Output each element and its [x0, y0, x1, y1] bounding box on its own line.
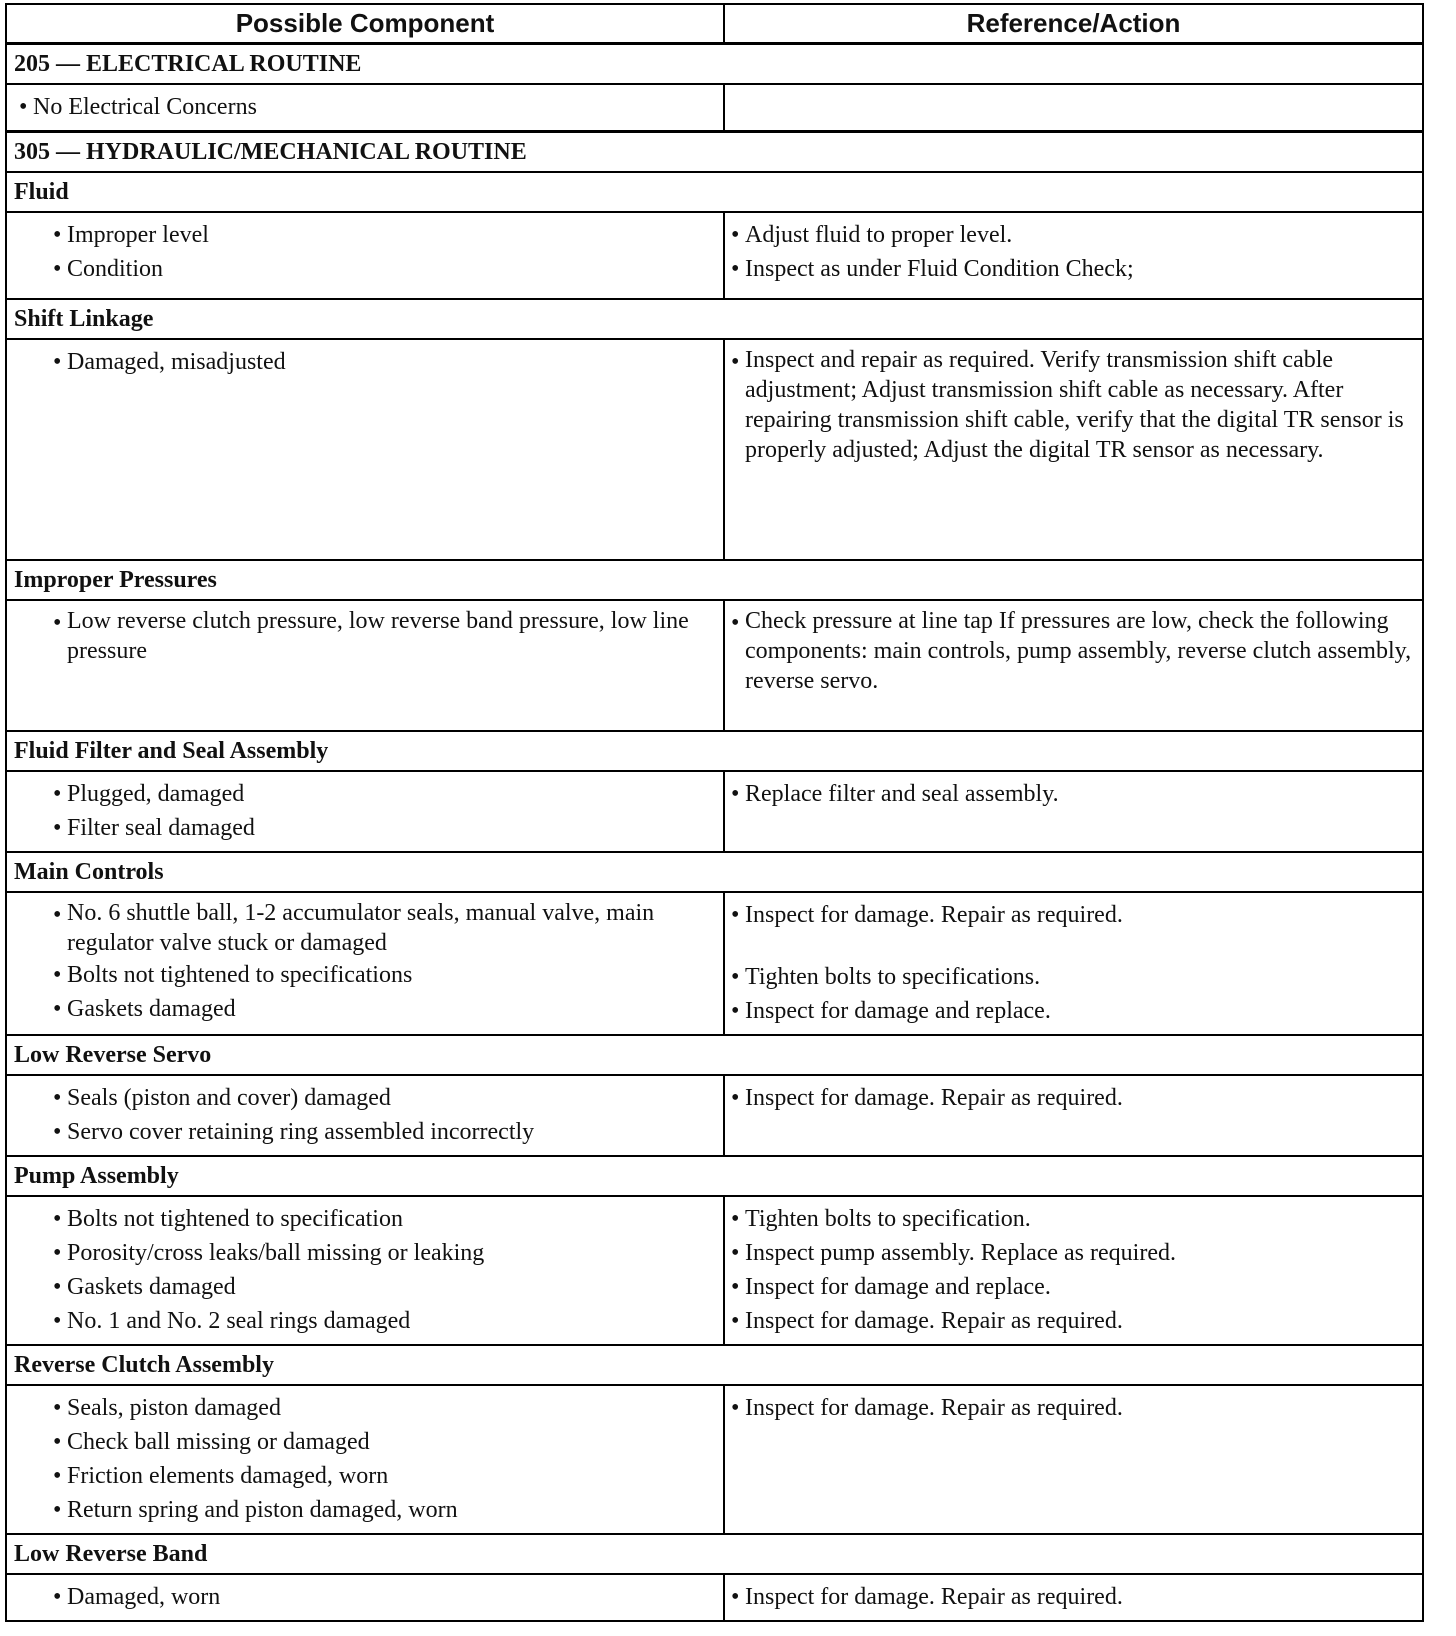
action-cell — [724, 1574, 1423, 1621]
list-item: • Check pressure at line tap If pressures are low, check the following components: main controls, pump assembly, reverse clutch assembly, reverse servo. — [731, 608, 1412, 694]
table-row — [6, 892, 1423, 1035]
list-item: • Adjust fluid to proper level. — [731, 222, 1013, 248]
section-title: 205 — ELECTRICAL ROUTINE — [6, 44, 1423, 85]
list-item: • Filter seal damaged — [53, 815, 255, 841]
list-item: • Gaskets damaged — [53, 1274, 236, 1300]
component-cell — [6, 1196, 724, 1345]
action-cell — [724, 1196, 1423, 1345]
list-item: • Check ball missing or damaged — [53, 1429, 370, 1455]
component-cell — [6, 600, 724, 731]
action-cell — [724, 212, 1423, 299]
list-item: • Damaged, misadjusted — [53, 349, 286, 375]
table-row — [6, 212, 1423, 299]
list-item: • No. 6 shuttle ball, 1-2 accumulator seals, manual valve, main regulator valve stuck or damaged — [53, 900, 655, 956]
section-title: Fluid Filter and Seal Assembly — [6, 731, 1423, 771]
component-cell — [6, 1075, 724, 1156]
component-cell — [6, 84, 724, 132]
list-item: • Inspect as under Fluid Condition Check; — [731, 256, 1134, 282]
component-cell — [6, 1574, 724, 1621]
header-row — [6, 4, 1423, 44]
section-title: Fluid — [6, 172, 1423, 212]
section-row — [6, 560, 1423, 600]
list-item: • Seals (piston and cover) damaged — [53, 1085, 391, 1111]
section-title: 305 — HYDRAULIC/MECHANICAL ROUTINE — [6, 132, 1423, 173]
section-row — [6, 731, 1423, 771]
component-cell — [6, 1385, 724, 1534]
section-row — [6, 299, 1423, 339]
section-title: Reverse Clutch Assembly — [6, 1345, 1423, 1385]
list-item: • Inspect for damage and replace. — [731, 1274, 1051, 1300]
list-item: • Damaged, worn — [53, 1584, 221, 1610]
section-title: Low Reverse Band — [6, 1534, 1423, 1574]
list-item: • Inspect pump assembly. Replace as required. — [731, 1240, 1176, 1266]
list-item: • Seals, piston damaged — [53, 1395, 281, 1421]
component-cell — [6, 892, 724, 1035]
list-item: • Servo cover retaining ring assembled incorrectly — [53, 1119, 535, 1145]
action-cell — [724, 1075, 1423, 1156]
list-item: • Improper level — [53, 222, 209, 248]
section-row — [6, 852, 1423, 892]
table-row — [6, 1574, 1423, 1621]
list-item: • Tighten bolts to specification. — [731, 1206, 1031, 1232]
list-item: • No. 1 and No. 2 seal rings damaged — [53, 1308, 411, 1334]
table-row — [6, 1075, 1423, 1156]
list-item: • Bolts not tightened to specifications — [53, 962, 413, 988]
section-title: Shift Linkage — [6, 299, 1423, 339]
table-row — [6, 84, 1423, 132]
list-item: • Condition — [53, 256, 164, 282]
list-item: • Inspect for damage. Repair as required. — [731, 1085, 1123, 1111]
list-item: • Porosity/cross leaks/ball missing or leaking — [53, 1240, 485, 1266]
list-item: • Inspect for damage. Repair as required. — [731, 1395, 1123, 1421]
column-header-reference-action: Reference/Action — [724, 4, 1423, 44]
table-row — [6, 771, 1423, 852]
list-item: • No Electrical Concerns — [19, 90, 717, 124]
diagnostic-table — [5, 3, 1424, 1622]
list-item: • Replace filter and seal assembly. — [731, 781, 1059, 807]
list-item: • Inspect for damage and replace. — [731, 998, 1051, 1024]
section-title: Improper Pressures — [6, 560, 1423, 600]
table-row — [6, 339, 1423, 560]
section-row — [6, 44, 1423, 85]
list-item: • Inspect for damage. Repair as required. — [731, 902, 1123, 928]
section-title: Low Reverse Servo — [6, 1035, 1423, 1075]
list-item: • Plugged, damaged — [53, 781, 245, 807]
list-item: • Inspect for damage. Repair as required. — [731, 1584, 1123, 1610]
list-item: • Bolts not tightened to specification — [53, 1206, 403, 1232]
action-cell — [724, 771, 1423, 852]
list-item: • Friction elements damaged, worn — [53, 1463, 389, 1489]
table-row — [6, 1385, 1423, 1534]
action-cell — [724, 84, 1423, 132]
table-row — [6, 1196, 1423, 1345]
table-row — [6, 600, 1423, 731]
column-header-possible-component: Possible Component — [6, 4, 724, 44]
component-cell — [6, 339, 724, 560]
list-item: • Low reverse clutch pressure, low reverse band pressure, low line pressure — [53, 608, 689, 664]
action-cell — [724, 600, 1423, 731]
section-row — [6, 132, 1423, 173]
section-row — [6, 1156, 1423, 1196]
action-cell — [724, 892, 1423, 1035]
section-row — [6, 1534, 1423, 1574]
list-item: • Tighten bolts to specifications. — [731, 964, 1041, 990]
section-title: Pump Assembly — [6, 1156, 1423, 1196]
list-item: • Inspect and repair as required. Verify transmission shift cable adjustment; Adjust transmission shift cable as necessary. After repairing transmission shift cable, verify that the digital TR sensor is properly adjusted; Adjust the digital TR sensor as necessary. — [731, 347, 1404, 463]
section-title: Main Controls — [6, 852, 1423, 892]
action-cell — [724, 1385, 1423, 1534]
section-row — [6, 172, 1423, 212]
diagnostic-table-page — [5, 3, 1422, 1622]
bullet: • — [19, 94, 28, 120]
section-row — [6, 1345, 1423, 1385]
section-row — [6, 1035, 1423, 1075]
list-item: • Inspect for damage. Repair as required. — [731, 1308, 1123, 1334]
list-item: • Gaskets damaged — [53, 996, 236, 1022]
component-cell — [6, 771, 724, 852]
list-item: • Return spring and piston damaged, worn — [53, 1497, 458, 1523]
component-cell — [6, 212, 724, 299]
action-cell — [724, 339, 1423, 560]
